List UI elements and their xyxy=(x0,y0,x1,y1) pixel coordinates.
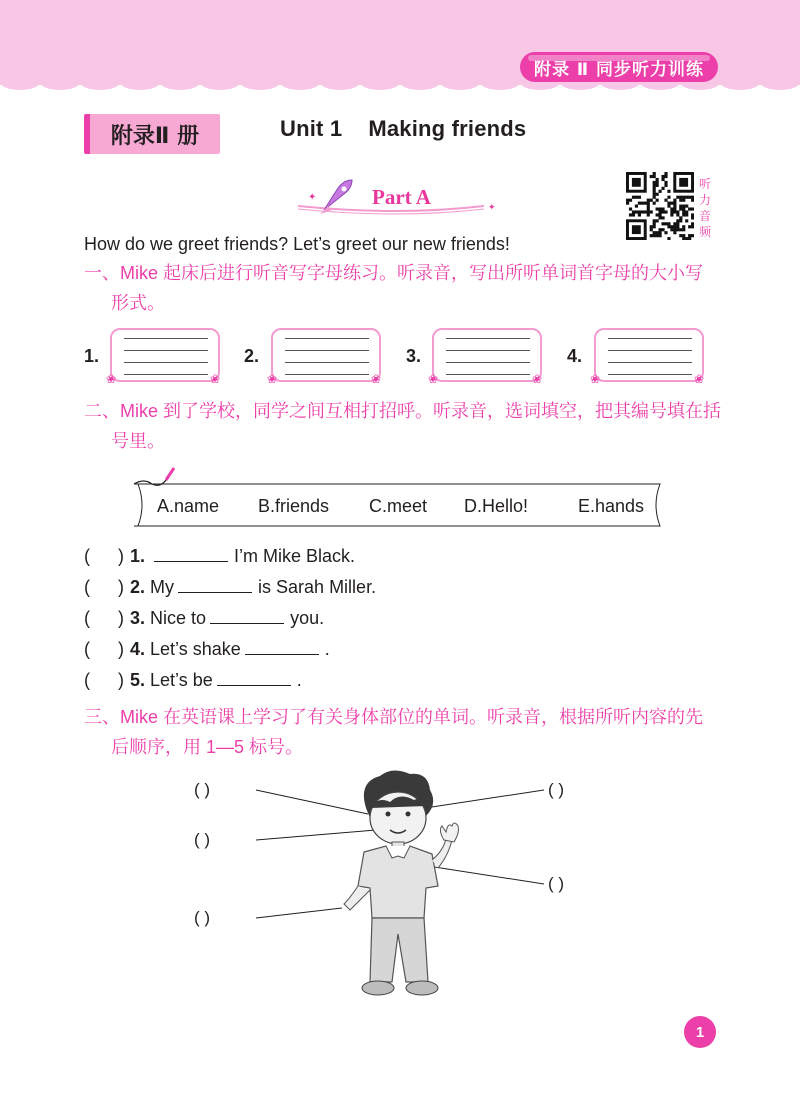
qr-module xyxy=(682,225,685,228)
body-part-answer-4[interactable]: ( ) xyxy=(548,780,565,799)
qr-module xyxy=(682,234,685,237)
flower-icon: ❀ xyxy=(371,372,382,386)
book-tag: 附录Ⅱ 册 xyxy=(84,114,220,154)
qr-module xyxy=(679,199,682,202)
qr-module xyxy=(653,172,656,175)
qr-module xyxy=(647,207,650,210)
flower-icon: ❀ xyxy=(428,372,439,386)
qr-module xyxy=(691,216,694,219)
qr-module xyxy=(656,207,659,210)
intro-text: How do we greet friends? Let’s greet our new friends! xyxy=(84,234,510,254)
qr-module xyxy=(667,190,670,193)
qr-module xyxy=(650,225,653,228)
box-number: 4. xyxy=(567,346,583,366)
qr-module xyxy=(682,210,685,213)
scallop-shape xyxy=(198,70,242,90)
page-number: 1 xyxy=(684,1016,716,1048)
qr-module xyxy=(688,207,691,210)
qr-module xyxy=(653,175,656,178)
body-part-answer-1[interactable]: ( ) xyxy=(194,780,211,799)
qr-module xyxy=(656,184,659,187)
scallop-shape xyxy=(78,70,122,90)
scallop-shape xyxy=(718,70,762,90)
qr-module xyxy=(635,210,638,213)
question-5: ( ) 5. Let’s be . xyxy=(84,670,302,690)
word-option: B.friends xyxy=(258,496,330,516)
qr-module xyxy=(647,210,650,213)
qr-module xyxy=(676,196,679,199)
qr-module xyxy=(656,193,659,196)
qr-module xyxy=(653,231,656,234)
qr-module xyxy=(664,222,667,225)
qr-module xyxy=(656,178,659,181)
qr-module xyxy=(647,213,650,216)
qr-module xyxy=(659,190,662,193)
word-option: E.hands xyxy=(578,496,645,516)
qr-module xyxy=(661,222,664,225)
answer-blank[interactable] xyxy=(154,546,228,562)
scallop-shape xyxy=(478,70,522,90)
qr-module xyxy=(673,228,676,231)
qr-module xyxy=(653,190,656,193)
qr-module xyxy=(656,199,659,202)
qr-module xyxy=(670,210,673,213)
qr-module xyxy=(641,202,644,205)
qr-module xyxy=(685,237,688,240)
qr-module xyxy=(691,199,694,202)
scallop-shape xyxy=(758,70,800,90)
qr-module xyxy=(664,210,667,213)
box-number: 3. xyxy=(406,346,422,366)
scallop-shape xyxy=(318,70,362,90)
box-number: 1. xyxy=(84,346,100,366)
qr-module xyxy=(670,207,673,210)
body-part-answer-5[interactable]: ( ) xyxy=(548,874,565,893)
qr-caption: 听 力 音 频 xyxy=(698,177,711,239)
qr-module xyxy=(653,225,656,228)
qr-module xyxy=(682,199,685,202)
qr-module xyxy=(688,196,691,199)
qr-module xyxy=(661,210,664,213)
qr-module xyxy=(650,210,653,213)
qr-module xyxy=(653,181,656,184)
qr-module xyxy=(676,210,679,213)
qr-module xyxy=(659,213,662,216)
unit-number: Unit 1 xyxy=(280,116,343,141)
qr-module xyxy=(647,205,650,208)
qr-module xyxy=(685,205,688,208)
qr-module xyxy=(685,210,688,213)
qr-module xyxy=(691,196,694,199)
qr-module xyxy=(664,175,667,178)
qr-module xyxy=(659,231,662,234)
qr-module xyxy=(661,228,664,231)
question-4: ( ) 4. Let’s shake . xyxy=(84,639,330,659)
qr-module xyxy=(673,225,676,228)
qr-module xyxy=(682,237,685,240)
flower-icon: ❀ xyxy=(590,372,601,386)
answer-paren[interactable]: ( ) xyxy=(84,608,124,628)
unit-title xyxy=(280,116,526,142)
qr-module xyxy=(650,175,653,178)
scallop-shape xyxy=(438,70,482,90)
qr-module xyxy=(664,199,667,202)
qr-module xyxy=(626,202,629,205)
qr-module xyxy=(670,225,673,228)
task3-instruction: 三、Mike 在英语课上学习了有关身体部位的单词。听录音，根据所听内容的先 后顺序，用 1—5 标号。 xyxy=(84,707,704,757)
qr-module xyxy=(691,207,694,210)
qr-module xyxy=(638,196,641,199)
qr-module xyxy=(644,210,647,213)
word-option: D.Hello! xyxy=(464,496,529,516)
qr-module xyxy=(691,213,694,216)
boy-illustration xyxy=(330,768,470,1008)
qr-module xyxy=(647,202,650,205)
qr-module xyxy=(661,175,664,178)
answer-blank[interactable] xyxy=(210,608,284,624)
qr-module xyxy=(659,210,662,213)
scallop-shape xyxy=(118,70,162,90)
qr-module xyxy=(682,207,685,210)
qr-module xyxy=(629,207,632,210)
qr-module xyxy=(679,216,682,219)
qr-module xyxy=(626,199,629,202)
qr-module xyxy=(676,213,679,216)
flower-icon: ❀ xyxy=(267,372,278,386)
qr-module xyxy=(653,219,656,222)
writing-box-4[interactable] xyxy=(590,326,712,390)
qr-module xyxy=(664,181,667,184)
qr-module xyxy=(673,231,676,234)
qr-module xyxy=(647,199,650,202)
qr-module xyxy=(659,234,662,237)
qr-module xyxy=(676,219,679,222)
qr-module xyxy=(641,210,644,213)
question-2: ( ) 2. My is Sarah Miller. xyxy=(84,577,377,597)
qr-finder xyxy=(679,178,688,187)
qr-module xyxy=(635,205,638,208)
writing-box-2[interactable] xyxy=(267,326,389,390)
qr-module xyxy=(673,205,676,208)
qr-module xyxy=(685,213,688,216)
answer-paren[interactable]: ( ) xyxy=(84,577,124,597)
qr-module xyxy=(659,216,662,219)
qr-module xyxy=(670,202,673,205)
answer-paren[interactable]: ( ) xyxy=(84,546,124,566)
qr-module xyxy=(661,216,664,219)
qr-module xyxy=(661,207,664,210)
answer-blank[interactable] xyxy=(245,639,319,655)
qr-module xyxy=(679,228,682,231)
flower-icon: ❀ xyxy=(210,372,221,386)
qr-module xyxy=(685,219,688,222)
qr-module xyxy=(691,234,694,237)
scallop-shape xyxy=(0,70,42,90)
qr-module xyxy=(656,219,659,222)
qr-finder xyxy=(632,225,641,234)
qr-module xyxy=(638,210,641,213)
qr-module xyxy=(650,234,653,237)
qr-module xyxy=(656,231,659,234)
qr-module xyxy=(688,225,691,228)
writing-box-1[interactable] xyxy=(106,326,228,390)
writing-box-3[interactable] xyxy=(428,326,550,390)
qr-module xyxy=(661,187,664,190)
scallop-shape xyxy=(158,70,202,90)
qr-module xyxy=(682,196,685,199)
qr-module xyxy=(670,228,673,231)
qr-module xyxy=(664,231,667,234)
qr-module xyxy=(679,205,682,208)
task2-instruction: 二、Mike 到了学校，同学之间互相打招呼。听录音，选词填空，把其编号填在括 号里。 xyxy=(84,401,722,451)
qr-module xyxy=(629,199,632,202)
flower-icon: ❀ xyxy=(694,372,705,386)
qr-module xyxy=(650,199,653,202)
part-label: Part A xyxy=(372,185,431,209)
body-part-answer-3[interactable]: ( ) xyxy=(194,908,211,927)
qr-module xyxy=(659,228,662,231)
qr-module xyxy=(685,196,688,199)
qr-module xyxy=(653,187,656,190)
qr-module xyxy=(670,213,673,216)
qr-module xyxy=(635,196,638,199)
qr-module xyxy=(653,193,656,196)
scallop-shape xyxy=(238,70,282,90)
qr-module xyxy=(673,222,676,225)
task1-instruction: 一、Mike 起床后进行听音写字母练习。听录音，写出所听单词首字母的大小写 形式。 xyxy=(84,263,704,313)
qr-module xyxy=(667,237,670,240)
qr-module xyxy=(667,202,670,205)
qr-module xyxy=(632,210,635,213)
sparkle-icon: ✦ xyxy=(488,202,496,212)
qr-code-icon[interactable] xyxy=(626,172,694,240)
qr-module xyxy=(679,196,682,199)
qr-module xyxy=(682,228,685,231)
qr-module xyxy=(679,219,682,222)
qr-module xyxy=(673,207,676,210)
question-3: ( ) 3. Nice to you. xyxy=(84,608,325,628)
answer-blank[interactable] xyxy=(178,577,252,593)
qr-module xyxy=(667,225,670,228)
qr-module xyxy=(676,222,679,225)
qr-module xyxy=(653,184,656,187)
answer-blank[interactable] xyxy=(217,670,291,686)
qr-module xyxy=(656,181,659,184)
body-part-answer-2[interactable]: ( ) xyxy=(194,830,211,849)
qr-module xyxy=(682,213,685,216)
question-1: ( ) 1. I’m Mike Black. xyxy=(84,546,356,566)
qr-module xyxy=(667,222,670,225)
qr-module xyxy=(638,213,641,216)
qr-module xyxy=(653,196,656,199)
box-number: 2. xyxy=(244,346,260,366)
sparkle-icon: ✦ xyxy=(308,192,317,203)
answer-paren[interactable]: ( ) xyxy=(84,639,124,659)
unit-name: Making friends xyxy=(368,116,527,141)
section-tag: 附录 Ⅱ 同步听力训练 xyxy=(520,52,718,82)
qr-module xyxy=(664,184,667,187)
qr-module xyxy=(691,225,694,228)
qr-module xyxy=(644,202,647,205)
qr-module xyxy=(676,225,679,228)
qr-module xyxy=(673,202,676,205)
scallop-shape xyxy=(398,70,442,90)
qr-module xyxy=(638,202,641,205)
qr-module xyxy=(632,196,635,199)
qr-module xyxy=(673,199,676,202)
scallop-shape xyxy=(358,70,402,90)
flower-icon: ❀ xyxy=(106,372,117,386)
qr-module xyxy=(676,228,679,231)
qr-module xyxy=(682,205,685,208)
qr-module xyxy=(650,228,653,231)
scallop-shape xyxy=(278,70,322,90)
qr-module xyxy=(691,222,694,225)
qr-module xyxy=(673,210,676,213)
word-option: A.name xyxy=(157,496,220,516)
flower-icon: ❀ xyxy=(532,372,543,386)
scallop-shape xyxy=(38,70,82,90)
qr-module xyxy=(664,172,667,175)
qr-finder xyxy=(632,178,641,187)
qr-module xyxy=(679,207,682,210)
qr-module xyxy=(656,234,659,237)
qr-module xyxy=(661,178,664,181)
qr-module xyxy=(688,234,691,237)
qr-module xyxy=(679,234,682,237)
qr-module xyxy=(688,237,691,240)
answer-paren[interactable]: ( ) xyxy=(84,670,124,690)
word-option: C.meet xyxy=(369,496,428,516)
qr-module xyxy=(653,202,656,205)
qr-module xyxy=(667,205,670,208)
qr-module xyxy=(659,207,662,210)
qr-module xyxy=(656,213,659,216)
qr-module xyxy=(653,222,656,225)
qr-module xyxy=(653,234,656,237)
qr-module xyxy=(632,213,635,216)
qr-module xyxy=(667,196,670,199)
qr-module xyxy=(629,213,632,216)
